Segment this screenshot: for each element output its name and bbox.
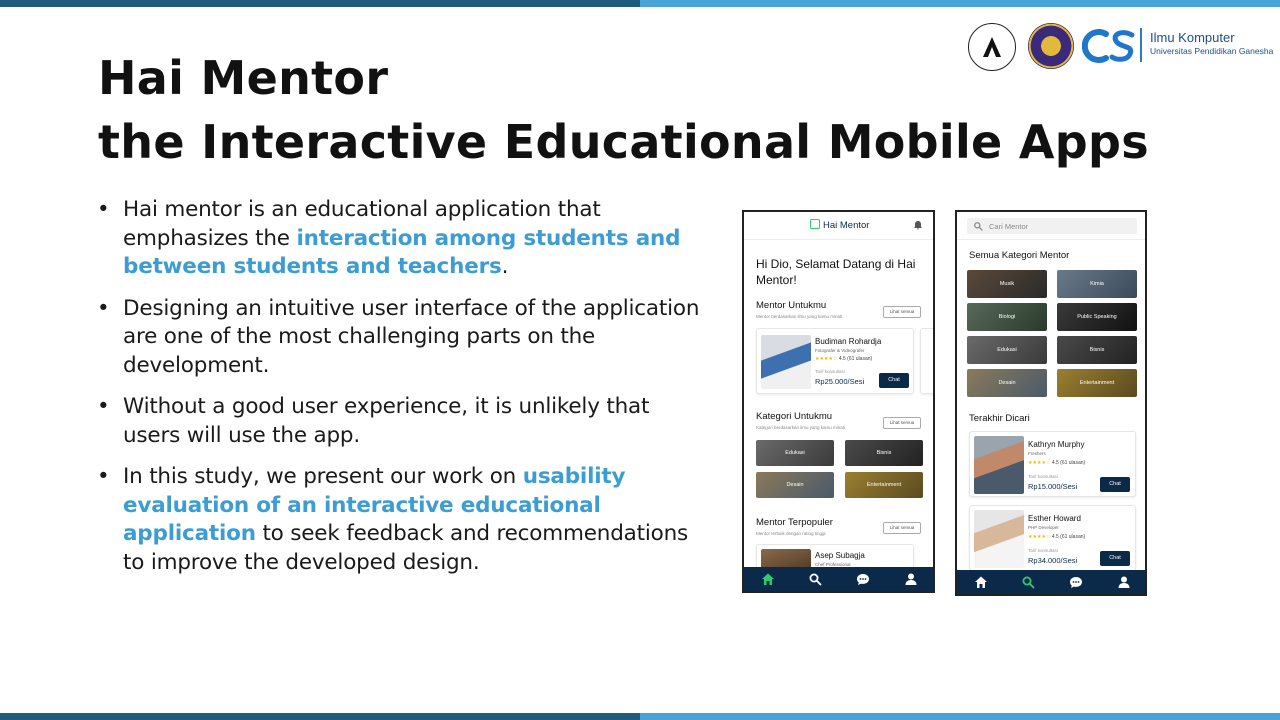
mentor-see-all-button[interactable]: Lihat semua bbox=[883, 306, 921, 318]
org-name: Ilmu Komputer bbox=[1150, 30, 1235, 45]
category-tile-desain[interactable]: Desain bbox=[967, 369, 1047, 397]
popular-section-subtitle: Mentor terbaik dengan rating tinggi bbox=[756, 531, 826, 536]
chat-icon[interactable] bbox=[856, 572, 870, 586]
category-section-title: Kategori Untukmu bbox=[756, 411, 833, 422]
search-field-icon bbox=[973, 221, 983, 231]
bullet-text: Hai mentor is an educational application that emphasizes the bbox=[123, 197, 601, 251]
mentor-section-title: Mentor Untukmu bbox=[756, 300, 827, 311]
category-section-subtitle: Kategori berdasarkan ilmu yang kamu minati bbox=[756, 425, 846, 430]
mentor-role: PHP Developer bbox=[1028, 525, 1059, 530]
category-see-all-button[interactable]: Lihat semua bbox=[883, 417, 921, 429]
bullet-item bbox=[97, 295, 707, 381]
bullet-highlight: usability evaluation of an interactive educational application bbox=[123, 464, 626, 546]
category-tile-bisnis[interactable]: Bisnis bbox=[845, 440, 923, 466]
org-subtitle: Universitas Pendidikan Ganesha bbox=[1150, 46, 1274, 56]
bullet-text: Designing an intuitive user interface of the application are one of the most challenging parts on the development. bbox=[123, 295, 700, 378]
bullet-dot: • bbox=[97, 464, 110, 489]
category-tile-entertainment[interactable]: Entertainment bbox=[1057, 369, 1137, 397]
mentor-card-next[interactable] bbox=[920, 328, 935, 394]
slide-title-line2: the Interactive Educational Mobile Apps bbox=[98, 115, 1149, 169]
mentor-price: Rp15.000/Sesi bbox=[1028, 482, 1078, 491]
category-tile-edukasi[interactable]: Edukasi bbox=[967, 336, 1047, 364]
top-accent-bar-dark bbox=[0, 0, 640, 7]
category-tile-public-speaking[interactable]: Public Speaking bbox=[1057, 303, 1137, 331]
bullet-dot: • bbox=[97, 295, 110, 321]
mentor-card[interactable] bbox=[969, 505, 1136, 571]
university-seal-icon bbox=[1028, 23, 1074, 69]
mentor-role: Fotografer & Videografer bbox=[815, 348, 865, 353]
search-placeholder: Cari Mentor bbox=[989, 222, 1029, 231]
bullet-item bbox=[97, 463, 707, 577]
chat-icon[interactable] bbox=[1069, 575, 1083, 589]
rating-value: 4.5 bbox=[1051, 534, 1059, 540]
all-categories-title: Semua Kategori Mentor bbox=[969, 250, 1070, 261]
mentor-section-subtitle: Mentor berdasarkan ilmu yang kamu minati bbox=[756, 314, 843, 319]
bullet-text: In this study, we present our work on bbox=[123, 464, 523, 489]
bottom-navigation bbox=[957, 570, 1145, 594]
tarif-label: Tarif konsultasi bbox=[1028, 474, 1058, 479]
mentor-rating: ★★★★☆ 4.5 (61 ulasan) bbox=[1028, 534, 1086, 540]
bullet-text-end: . bbox=[501, 254, 509, 279]
mentor-name: Kathryn Murphy bbox=[1028, 440, 1085, 449]
bullet-text-end: to seek feedback and recommendations to improve the developed design. bbox=[123, 521, 689, 575]
review-count: (61 ulasan) bbox=[1060, 460, 1086, 466]
greeting-text: Hi Dio, Selamat Datang di Hai Mentor! bbox=[756, 257, 916, 287]
bullet-highlight: interaction among students and between students and teachers bbox=[123, 225, 681, 279]
popular-see-all-button[interactable]: Lihat semua bbox=[883, 522, 921, 534]
popular-section-title: Mentor Terpopuler bbox=[756, 517, 833, 528]
chat-button[interactable]: Chat bbox=[1100, 551, 1130, 566]
brand-text: Hai Mentor bbox=[823, 220, 870, 231]
review-count: (61 ulasan) bbox=[847, 356, 873, 362]
home-icon[interactable] bbox=[974, 575, 988, 589]
app-brand bbox=[810, 219, 869, 231]
category-tile-musik[interactable]: Musik bbox=[967, 270, 1047, 298]
bottom-navigation bbox=[744, 567, 933, 591]
a-letter-mark-icon bbox=[979, 34, 1005, 60]
mentor-card[interactable] bbox=[756, 328, 914, 394]
category-tile-kimia[interactable]: Kimia bbox=[1057, 270, 1137, 298]
mentor-price: Rp25.000/Sesi bbox=[815, 377, 865, 386]
logo-group bbox=[968, 22, 1274, 72]
mentor-card[interactable] bbox=[969, 431, 1136, 497]
bullet-dot: • bbox=[97, 197, 110, 222]
bullet-item bbox=[97, 393, 707, 450]
bullet-text: Without a good user experience, it is unlikely that users will use the app. bbox=[123, 394, 650, 448]
phone-search-screen bbox=[955, 210, 1147, 596]
mentor-price: Rp34.000/Sesi bbox=[1028, 556, 1078, 565]
chat-button[interactable]: Chat bbox=[879, 373, 909, 388]
mentor-rating: ★★★★☆ 4.5 (61 ulasan) bbox=[1028, 460, 1086, 466]
profile-icon[interactable] bbox=[1117, 575, 1131, 589]
slide-title-line1: Hai Mentor bbox=[98, 51, 389, 105]
a-logo-icon bbox=[968, 23, 1016, 71]
brand-logo-icon bbox=[810, 219, 820, 229]
category-tile-edukasi[interactable]: Edukasi bbox=[756, 440, 834, 466]
logo-divider bbox=[1140, 28, 1142, 62]
bell-icon[interactable] bbox=[913, 219, 923, 230]
mentor-photo bbox=[974, 510, 1024, 568]
mentor-name: Budiman Rohardja bbox=[815, 337, 882, 346]
search-icon[interactable] bbox=[1021, 575, 1035, 589]
mentor-photo bbox=[974, 436, 1024, 494]
review-count: (61 ulasan) bbox=[1060, 534, 1086, 540]
profile-icon[interactable] bbox=[904, 572, 918, 586]
category-tile-desain[interactable]: Desain bbox=[756, 472, 834, 498]
search-icon[interactable] bbox=[808, 572, 822, 586]
recent-searches-title: Terakhir Dicari bbox=[969, 413, 1030, 424]
category-tile-entertainment[interactable]: Entertainment bbox=[845, 472, 923, 498]
mentor-role: Freshers bbox=[1028, 451, 1046, 456]
search-input[interactable] bbox=[967, 218, 1137, 234]
bullet-dot: • bbox=[97, 394, 110, 419]
top-accent-bar-light bbox=[640, 0, 1280, 7]
bottom-accent-bar-light bbox=[640, 713, 1280, 720]
tarif-label: Tarif konsultasi bbox=[815, 369, 845, 374]
mentor-rating: ★★★★☆ 4.5 (61 ulasan) bbox=[815, 356, 873, 362]
home-icon[interactable] bbox=[761, 572, 775, 586]
tarif-label: Tarif konsultasi bbox=[1028, 548, 1058, 553]
mentor-name: Esther Howard bbox=[1028, 514, 1081, 523]
phone-home-screen bbox=[742, 210, 935, 593]
app-header bbox=[957, 212, 1145, 240]
rating-value: 4.5 bbox=[838, 356, 846, 362]
app-header bbox=[744, 212, 933, 240]
rating-value: 4.5 bbox=[1051, 460, 1059, 466]
category-tile-bisnis[interactable]: Bisnis bbox=[1057, 336, 1137, 364]
cs-logo-icon bbox=[1082, 26, 1136, 66]
bullet-list bbox=[97, 196, 707, 590]
mentor-photo bbox=[761, 335, 811, 389]
category-tile-biologi[interactable]: Biologi bbox=[967, 303, 1047, 331]
chat-button[interactable]: Chat bbox=[1100, 477, 1130, 492]
bullet-item bbox=[97, 196, 707, 282]
mentor-name: Asep Subagja bbox=[815, 551, 865, 560]
mentor-role: Chef Professional bbox=[815, 562, 851, 567]
bottom-accent-bar-dark bbox=[0, 713, 640, 720]
